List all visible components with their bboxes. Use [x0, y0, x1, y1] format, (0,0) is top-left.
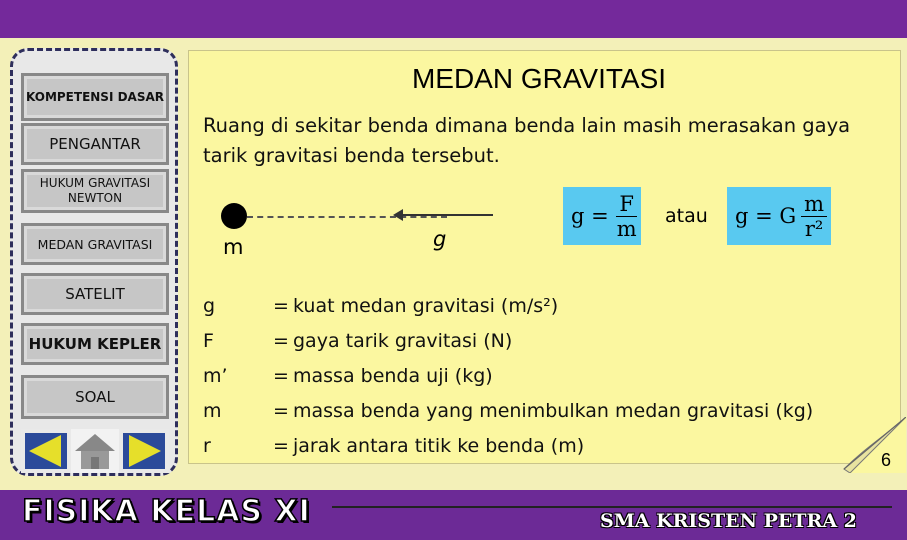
nav-label: SATELIT — [65, 285, 125, 303]
footer-divider — [332, 506, 892, 508]
nav-medan-gravitasi[interactable] — [21, 223, 169, 265]
definition-symbol: m’ — [203, 365, 228, 387]
next-arrow-icon — [119, 429, 169, 473]
slide-title: MEDAN GRAVITASI — [411, 63, 667, 94]
sidebar — [10, 48, 178, 476]
definition-row — [203, 359, 813, 394]
prev-arrow-icon — [21, 429, 71, 473]
formula2-lhs: g = G — [735, 204, 797, 228]
formula2-numerator: m — [801, 192, 827, 217]
formula1-fraction — [614, 192, 640, 241]
definition-symbol: F — [203, 330, 214, 352]
formula-g-gm-over-r2 — [727, 187, 831, 245]
slide-content — [188, 50, 901, 464]
definition-row — [203, 394, 813, 429]
definition-equals: = — [273, 330, 289, 352]
definition-text: massa benda uji (kg) — [293, 365, 493, 387]
formula2-fraction — [801, 192, 827, 241]
mass-label: m — [223, 235, 244, 259]
home-button[interactable] — [71, 429, 119, 473]
definition-symbol: r — [203, 435, 211, 457]
definition-text: massa benda yang menimbulkan medan gravitasi (kg) — [293, 400, 814, 422]
home-icon — [71, 429, 119, 473]
field-arrow-shaft — [399, 214, 493, 216]
definition-equals: = — [273, 295, 289, 317]
page-number: 6 — [881, 450, 892, 470]
definition-text: gaya tarik gravitasi (N) — [293, 330, 513, 352]
nav-satelit[interactable] — [21, 273, 169, 315]
definition-row — [203, 289, 813, 324]
nav-pengantar[interactable] — [21, 123, 169, 165]
definition-symbol: g — [203, 295, 216, 317]
prev-button[interactable] — [21, 429, 71, 473]
slide-description: Ruang di sekitar benda dimana benda lain masih merasakan gaya tarik gravitasi benda tersebut. — [203, 114, 851, 167]
top-bar — [0, 0, 907, 40]
definition-equals: = — [273, 365, 289, 387]
page-curl-icon — [836, 417, 906, 473]
formula1-denominator: m — [616, 216, 637, 241]
school-name: SMA KRISTEN PETRA 2 — [600, 510, 857, 532]
course-title: FISIKA KELAS XI — [22, 494, 311, 529]
formula2-denominator: r² — [804, 216, 824, 241]
definition-text: kuat medan gravitasi (m/s²) — [293, 295, 559, 317]
or-text: atau — [665, 205, 708, 227]
nav-label: SOAL — [75, 388, 115, 406]
definition-equals: = — [273, 435, 289, 457]
nav-label: HUKUM GRAVITASI NEWTON — [39, 176, 151, 205]
nav-label: KOMPETENSI DASAR — [25, 90, 165, 104]
nav-soal[interactable] — [21, 375, 169, 419]
formula1-numerator: F — [616, 192, 637, 217]
definition-text: jarak antara titik ke benda (m) — [293, 435, 585, 457]
definition-equals: = — [273, 400, 289, 422]
field-line — [247, 216, 447, 218]
nav-kompetensi-dasar[interactable] — [21, 73, 169, 121]
nav-label: HUKUM KEPLER — [28, 335, 162, 353]
nav-label: MEDAN GRAVITASI — [37, 236, 153, 252]
nav-hukum-gravitasi-newton[interactable] — [21, 169, 169, 213]
mass-dot — [221, 203, 247, 229]
field-label: g — [433, 227, 447, 251]
next-button[interactable] — [119, 429, 169, 473]
definition-symbol: m — [203, 400, 222, 422]
definition-row — [203, 324, 813, 359]
formula1-lhs: g = — [571, 204, 609, 228]
definition-list — [203, 289, 813, 464]
definition-row — [203, 429, 813, 464]
nav-hukum-kepler[interactable] — [21, 323, 169, 365]
field-arrow-head — [393, 209, 403, 221]
nav-label: PENGANTAR — [49, 135, 141, 153]
formula-g-f-over-m — [563, 187, 641, 245]
